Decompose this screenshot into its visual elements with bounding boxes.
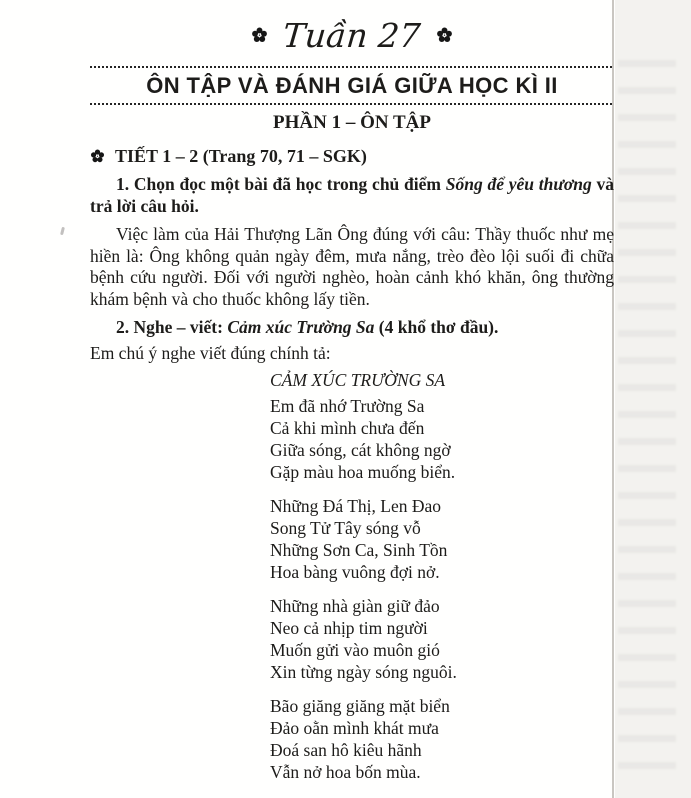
page-showthrough [618, 60, 676, 770]
task-2-text: 2. Nghe – viết: [116, 317, 228, 337]
poem-line: Song Tử Tây sóng vỗ [270, 518, 421, 538]
lesson-label: TIẾT 1 – 2 (Trang 70, 71 – SGK) [115, 146, 367, 166]
poem-line: Đoá san hô kiêu hãnh [270, 740, 422, 760]
poem-line: Vẫn nở hoa bốn mùa. [270, 762, 421, 782]
task-2-poem-name: Cảm xúc Trường Sa [227, 317, 375, 337]
task-2-text-end: (4 khổ thơ đầu). [374, 317, 499, 337]
poem-title: CẢM XÚC TRƯỜNG SA [270, 370, 446, 390]
answer-paragraph: Việc làm của Hải Thượng Lãn Ông đúng với câu: Thầy thuốc như mẹ hiền là: Ông không quản ngày đêm, mưa nắng, trèo đèo lội suối đi chữa bệnh cứu người. Đối với người nghèo, hoàn cảnh khó khăn, ông thường khám bệnh và cho thuốc không lấy tiền. [90, 224, 614, 309]
poem-stanza-4 [270, 695, 614, 783]
poem-stanza-2 [270, 495, 614, 583]
lesson-heading [90, 146, 614, 167]
poem-line: Giữa sóng, cát không ngờ [270, 440, 451, 460]
poem-line: Gặp màu hoa muống biển. [270, 462, 456, 482]
task-1-topic: Sống để yêu thương [445, 174, 592, 194]
poem-line: Neo cả nhịp tim người [270, 618, 428, 638]
week-title: Tuần 27 [281, 15, 423, 55]
flower-icon [436, 27, 453, 44]
flower-icon [251, 27, 268, 44]
poem-stanza-3 [270, 595, 614, 683]
dashed-divider-bottom [90, 103, 614, 105]
poem-line: Những nhà giàn giữ đảo [270, 596, 440, 616]
poem-line: Những Đá Thị, Len Đao [270, 496, 442, 516]
dashed-divider-top [90, 66, 614, 68]
task-1-heading [90, 173, 614, 217]
task-1-text-end: và trả lời câu hỏi. [90, 174, 614, 216]
dictation-note: Em chú ý nghe viết đúng chính tả: [90, 343, 331, 363]
task-2-heading [90, 316, 614, 338]
poem-line: Cả khi mình chưa đến [270, 418, 425, 438]
task-1-text: 1. Chọn đọc một bài đã học trong chủ điểm [116, 174, 446, 194]
page-content [90, 0, 614, 795]
poem-line: Muốn gửi vào muôn gió [270, 640, 440, 660]
poem-line: Em đã nhớ Trường Sa [270, 396, 425, 416]
poem-line: Những Sơn Ca, Sinh Tồn [270, 540, 448, 560]
page-title: ÔN TẬP VÀ ĐÁNH GIÁ GIỮA HỌC KÌ II [146, 73, 558, 98]
week-header [90, 12, 614, 58]
poem-stanza-1 [270, 395, 614, 483]
part-heading: PHẦN 1 – ÔN TẬP [273, 112, 431, 133]
flower-icon [90, 149, 105, 164]
scan-artifact [60, 227, 65, 235]
poem-line: Xin từng ngày sóng nguôi. [270, 662, 457, 682]
poem-line: Đảo oằn mình khát mưa [270, 718, 439, 738]
poem [270, 369, 614, 783]
poem-line: Bão giăng giăng mặt biển [270, 696, 450, 716]
poem-line: Hoa bàng vuông đợi nở. [270, 562, 440, 582]
